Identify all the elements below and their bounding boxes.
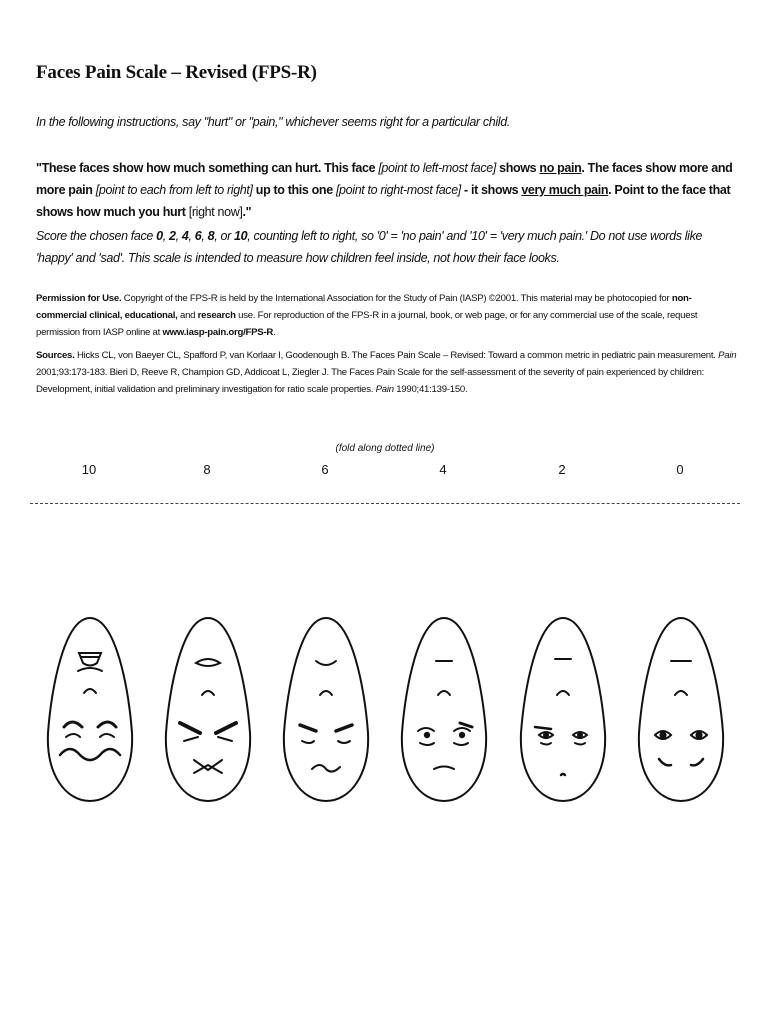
score-label: 8 — [203, 462, 211, 477]
face-10-icon[interactable] — [44, 615, 136, 805]
child-script: "These faces show how much something can hurt. This face [point to left-most face] shows no pain. The faces show more and more pain [point to each from left to right] up to this one [point to right-most face] - it shows very much pain. Point to the face that shows how much you hurt [right now]." — [36, 161, 733, 219]
faces-row — [0, 600, 770, 820]
intro-instruction: In the following instructions, say "hurt" or "pain," whichever seems right for a particular child. — [36, 115, 510, 129]
sources-citation: Sources. Hicks CL, von Baeyer CL, Spafford P, van Korlaar I, Goodenough B. The Faces Pain Scale – Revised: Toward a common metric in pediatric pain measurement. Pain 2001;93:173-183. Bieri D, Reeve R, Champion GD, Addicoat L, Ziegler J. The Faces Pain Scale for the self-assessment of the severity of pain experienced by children: Development, initial validation and preliminary investigation for ratio scale properties. Pain 1990;41:139-150. — [36, 350, 737, 395]
face-8-icon[interactable] — [162, 615, 254, 805]
permission-notice: Permission for Use. Copyright of the FPS-R is held by the International Association for the Study of Pain (IASP) ©2001. This material may be photocopied for non-commercial clinical, educational, and research use. For reproduction of the FPS-R in a journal, book, or web page, or for any commercial use of the scale, request permission from IASP online at www.iasp-pain.org/FPS-R. — [36, 293, 698, 338]
fold-line — [30, 503, 740, 504]
score-label: 6 — [321, 462, 329, 477]
score-label: 0 — [676, 462, 684, 477]
scoring-instruction: Score the chosen face 0, 2, 4, 6, 8, or 10, counting left to right, so '0' = 'no pain' and '10' = 'very much pain.' Do not use words like 'happy' and 'sad'. This scale is intended to measure how children feel inside, not how their face looks. — [36, 229, 703, 265]
fold-instruction: (fold along dotted line) — [335, 443, 435, 454]
score-label: 2 — [558, 462, 566, 477]
score-labels — [0, 462, 770, 482]
score-label: 4 — [439, 462, 447, 477]
page-title: Faces Pain Scale – Revised (FPS-R) — [36, 62, 317, 83]
face-6-icon[interactable] — [280, 615, 372, 805]
score-label: 10 — [81, 462, 97, 477]
face-4-icon[interactable] — [398, 615, 490, 805]
face-2-icon[interactable] — [517, 615, 609, 805]
iasp-link[interactable]: www.iasp-pain.org/FPS-R — [162, 327, 274, 338]
face-0-icon[interactable] — [635, 615, 727, 805]
